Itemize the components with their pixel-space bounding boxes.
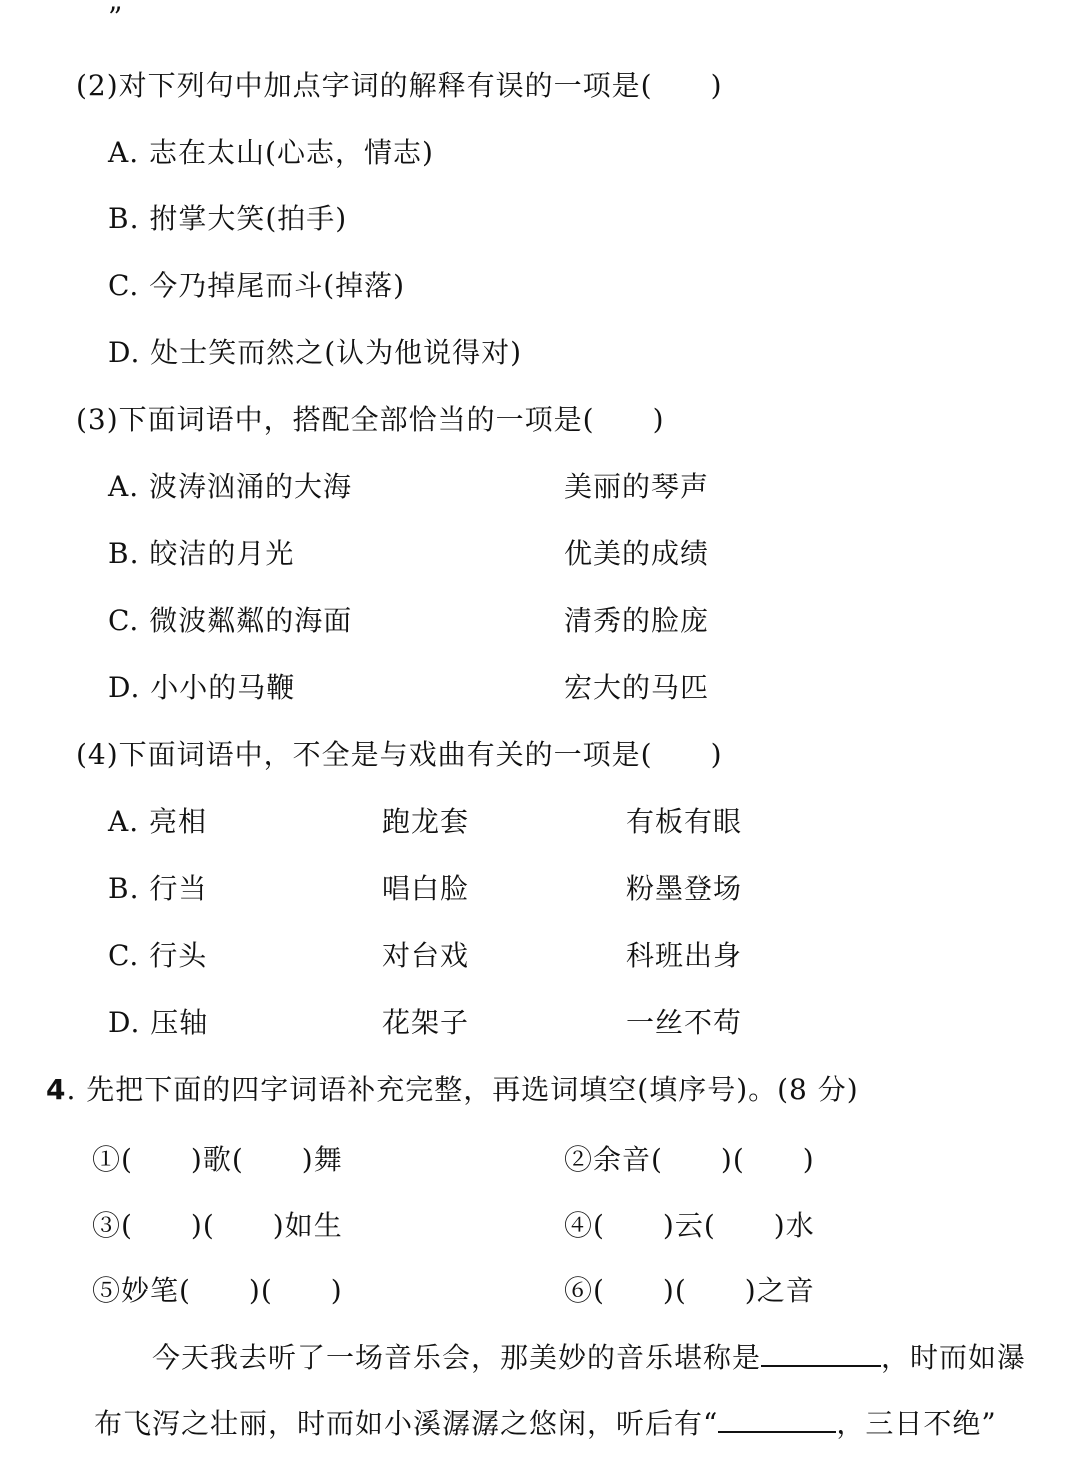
passage-line-1 [152, 1340, 1026, 1376]
section-4-title: . 先把下面的四字词语补充完整，再选词填空(填序号)。(8 分) [66, 1073, 859, 1106]
q3-option-a[interactable]: A. 波涛汹涌的大海 [108, 470, 353, 503]
q3-option-c-right: 清秀的脸庞 [564, 604, 710, 637]
q4-option-c[interactable]: C. 行头 [108, 939, 208, 972]
q4-option-c-col3: 科班出身 [626, 939, 743, 972]
q4-option-a[interactable]: A. 亮相 [108, 805, 208, 838]
idiom-item-1[interactable]: ①( )歌( )舞 [92, 1143, 343, 1176]
q4-option-b-col3: 粉墨登场 [626, 872, 743, 905]
q3-option-b-right: 优美的成绩 [564, 537, 710, 570]
passage-text: ，时而如瀑 [881, 1341, 1027, 1374]
passage-line-2 [94, 1406, 997, 1442]
q3-option-b[interactable]: B. 皎洁的月光 [108, 537, 295, 570]
q3-option-a-right: 美丽的琴声 [564, 470, 710, 503]
q2-option-b[interactable]: B. 拊掌大笑(拍手) [108, 202, 348, 235]
q3-option-d[interactable]: D. 小小的马鞭 [108, 671, 296, 704]
q4-option-b-col2: 唱白脸 [382, 872, 470, 905]
passage-text: ，三日不绝” [836, 1407, 997, 1440]
passage-text: 布飞泻之壮丽，时而如小溪潺潺之悠闲，听后有“ [94, 1407, 719, 1440]
idiom-item-2[interactable]: ②余音( )( ) [564, 1143, 815, 1176]
section-4-heading [46, 1072, 859, 1108]
q3-option-d-right: 宏大的马匹 [564, 671, 710, 704]
q4-option-c-col2: 对台戏 [382, 939, 470, 972]
idiom-item-3[interactable]: ③( )( )如生 [92, 1209, 343, 1242]
q2-option-a[interactable]: A. 志在太山(心志，情志) [108, 136, 434, 169]
q2-option-c[interactable]: C. 今乃掉尾而斗(掉落) [108, 269, 406, 302]
q4-option-d[interactable]: D. 压轴 [108, 1006, 209, 1039]
q4-option-a-col3: 有板有眼 [626, 805, 743, 838]
q3-prompt: (3)下面词语中，搭配全部恰当的一项是( ) [76, 403, 665, 436]
q4-option-d-col2: 花架子 [382, 1006, 470, 1039]
passage-text: 今天我去听了一场音乐会，那美妙的音乐堪称是 [152, 1341, 762, 1374]
top-closing-quote: ” [108, 1, 124, 34]
idiom-item-4[interactable]: ④( )云( )水 [564, 1209, 815, 1242]
fill-blank-1[interactable] [761, 1365, 881, 1367]
q2-option-d[interactable]: D. 处士笑而然之(认为他说得对) [108, 336, 523, 369]
q4-option-d-col3: 一丝不苟 [626, 1006, 743, 1039]
q3-option-c[interactable]: C. 微波粼粼的海面 [108, 604, 353, 637]
q2-prompt: (2)对下列句中加点字词的解释有误的一项是( ) [76, 69, 723, 102]
q4-prompt: (4)下面词语中，不全是与戏曲有关的一项是( ) [76, 738, 723, 771]
fill-blank-2[interactable] [718, 1431, 836, 1433]
idiom-item-5[interactable]: ⑤妙笔( )( ) [92, 1274, 343, 1307]
q4-option-b[interactable]: B. 行当 [108, 872, 208, 905]
section-4-number: 4 [46, 1073, 67, 1106]
idiom-item-6[interactable]: ⑥( )( )之音 [564, 1274, 815, 1307]
q4-option-a-col2: 跑龙套 [382, 805, 470, 838]
